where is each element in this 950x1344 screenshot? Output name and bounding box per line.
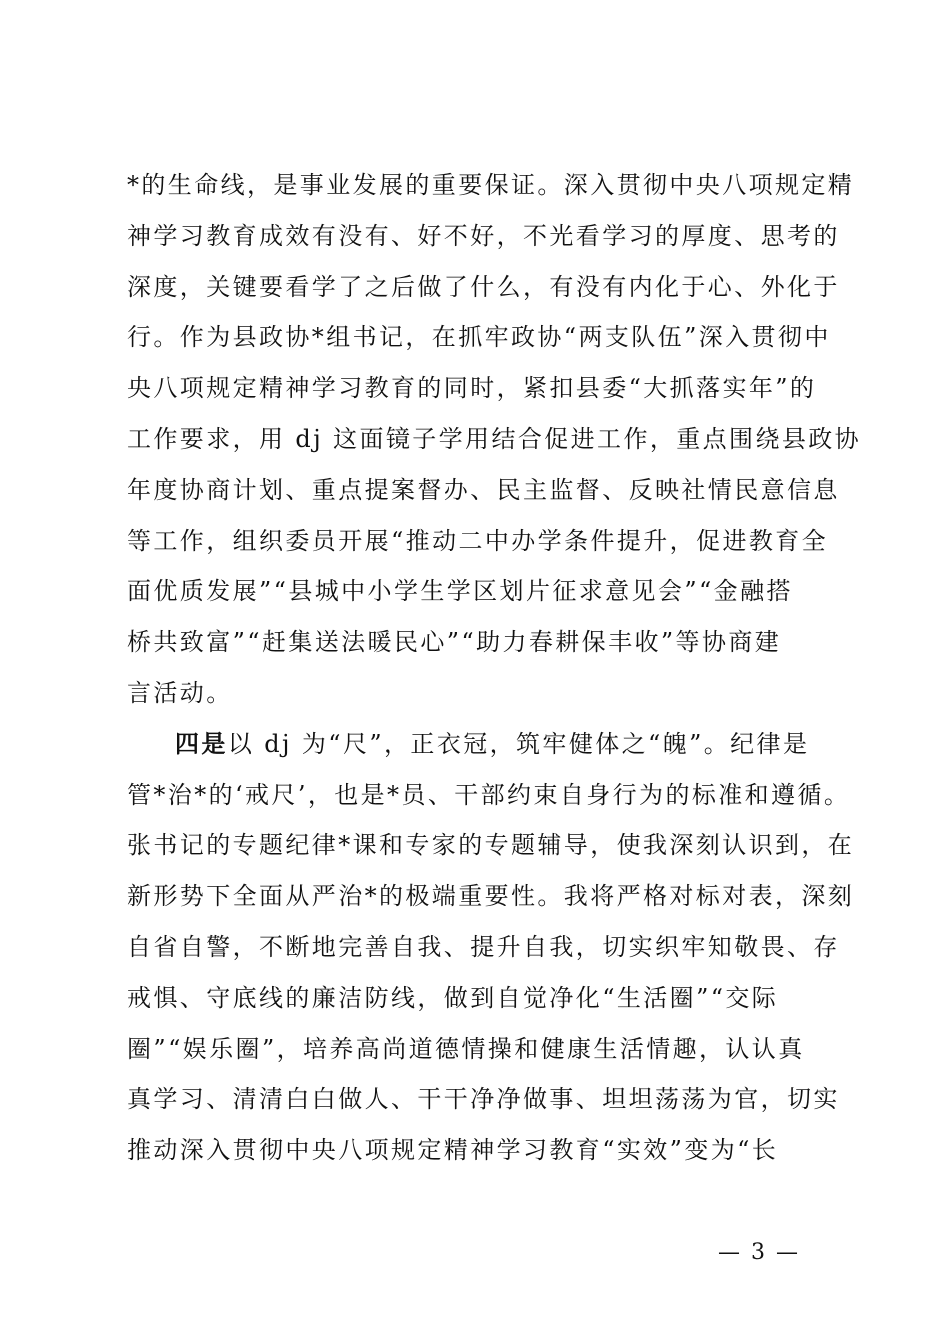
paragraph-line: 管*治*的‘戒尺’，也是*员、干部约束自身行为的标准和遵循。 [127,780,851,809]
paragraph-line: 戒惧、守底线的廉洁防线，做到自觉净化“生活圈”“交际 [127,983,779,1012]
paragraph-line: 深度，关键要看学了之后做了什么，有没有内化于心、外化于 [127,272,840,301]
paragraph-line: 等工作，组织委员开展“推动二中办学条件提升，促进教育全 [127,526,829,555]
page-number: — 3 — [718,1240,800,1265]
paragraph-line: 真学习、清清白白做人、干干净净做事、坦坦荡荡为官，切实 [127,1085,840,1114]
paragraph-line: 桥共致富”“赶集送法暖民心”“助力春耕保丰收”等协商建 [127,628,782,657]
paragraph-line: 行。作为县政协*组书记，在抓牢政协“两支队伍”深入贯彻中 [127,323,831,352]
paragraph-1 [127,160,862,719]
paragraph-line: 张书记的专题纪律*课和专家的专题辅导，使我深刻认识到，在 [127,831,855,860]
paragraph-line: 央八项规定精神学习教育的同时，紧扣县委“大抓落实年”的 [127,374,817,403]
paragraph-line: 神学习教育成效有没有、好不好，不光看学习的厚度、思考的 [127,221,840,250]
paragraph-line: 圈”“娱乐圈”，培养高尚道德情操和健康生活情趣，认认真 [127,1034,805,1063]
paragraph-line: 言活动。 [127,678,233,707]
paragraph-line: 新形势下全面从严治*的极端重要性。我将严格对标对表，深刻 [127,882,855,911]
paragraph-line: *的生命线，是事业发展的重要保证。深入贯彻中央八项规定精 [127,171,855,199]
paragraph-first-line [127,719,847,770]
paragraph-line: 推动深入贯彻中央八项规定精神学习教育“实效”变为“长 [127,1136,779,1165]
paragraph-2 [127,719,855,1176]
paragraph-line: 工作要求，用 dj 这面镜子学用结合促进工作，重点围绕县政协 [127,424,862,453]
paragraph-line: 年度协商计划、重点提案督办、民主监督、反映社情民意信息 [127,475,840,504]
paragraph-line: 自省自警，不断地完善自我、提升自我，切实织牢知敬畏、存 [127,932,840,961]
body-text [127,160,862,1176]
paragraph-line-text: 以 dj 为“尺”，正衣冠，筑牢健体之“魄”。纪律是 [227,729,810,758]
paragraph-line: 面优质发展”“县城中小学生学区划片征求意见会”“金融搭 [127,577,793,606]
section-lead: 四是 [175,728,228,758]
